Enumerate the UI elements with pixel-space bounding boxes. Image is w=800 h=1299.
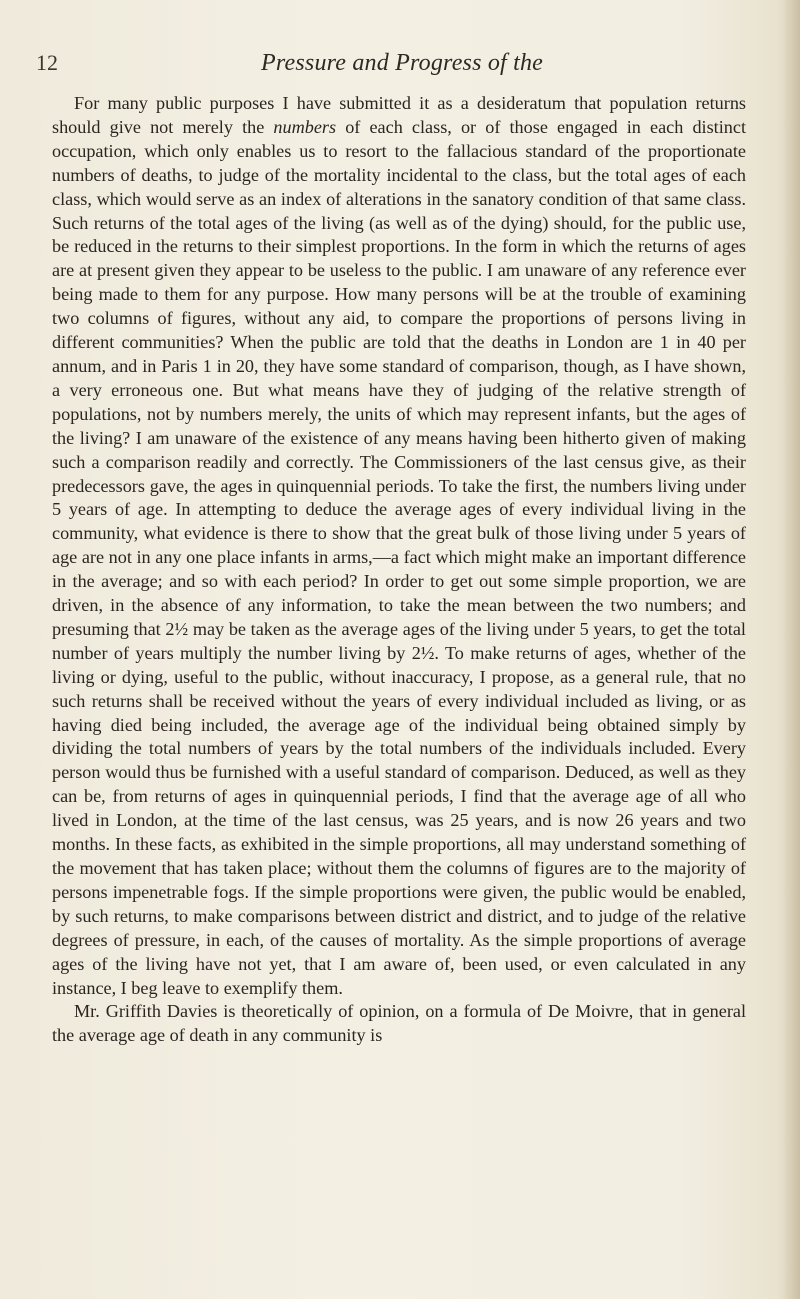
page-number: 12 bbox=[36, 50, 58, 75]
text-run: For many public purposes I have submitted it as a desideratum that population returns should give not merely the bbox=[52, 93, 746, 137]
running-head bbox=[36, 50, 760, 80]
text-run: of each class, or of those engaged in each distinct occupation, which only enables us to resort to the fallacious standard of the proportionate numbers of deaths, to judge of the mortality incidental to the class, but the total ages of each class, which would serve as an index of alterations in the sanatory condition of that same class. Such returns of the total ages of the living (as well as of the dying) should, for the public use, be reduced in the returns to their simplest proportions. In the form in which the returns of ages are at present given they appear to be useless to the public. I am unaware of any reference ever being made to them for any purpose. How many persons will be at the trouble of examining two columns of figures, without any aid, to compare the proportions of persons living in different communities? When the public are told that the deaths in London are 1 in 40 per annum, and in Paris 1 in 20, they have some standard of comparison, though, as I have shown, a very erroneous one. But what means have they of judging of the relative strength of populations, not by numbers merely, the units of which may represent infants, but the ages of the living? I am unaware of the existence of any means having been hitherto given of making such a comparison readily and correctly. The Commissioners of the last census give, as their predecessors gave, the ages in quinquennial periods. To take the first, the numbers living under 5 years of age. In attempting to deduce the average ages of every individual living in the community, what evidence is there to show that the great bulk of those living under 5 years of age are not in any one place infants in arms,—a fact which might make an important difference in the average; and so with each period? In order to get out some simple proportion, we are driven, in the absence of any information, to take the mean between the two numbers; and presuming that 2½ may be taken as the average ages of the living under 5 years, to get the total number of years multiply the number living by 2½. To make returns of ages, whether of the living or dying, useful to the public, without inaccuracy, I propose, as a general rule, that no such returns shall be received without the years of every individual included as living, or as having died being included, the average age of the individual being obtained simply by dividing the total numbers of years by the total numbers of the individuals included. Every person would thus be furnished with a useful standard of comparison. Deduced, as well as they can be, from returns of ages in quinquennial periods, I find that the average age of all who lived in London, at the time of the last census, was 25 years, and is now 26 years and two months. In these facts, as exhibited in the simple proportions, all may understand something of the movement that has taken place; without them the columns of figures are to the majority of persons impenetrable fogs. If the simple proportions were given, the public would be enabled, by such returns, to make comparisons between district and district, and to judge of the relative degrees of pressure, in each, of the causes of mortality. As the simple proportions of average ages of the living have not yet, that I am aware of, been used, or even calculated in any instance, I beg leave to exemplify them. bbox=[52, 116, 747, 998]
text-run: Mr. Griffith Davies is theoretically of opinion, on a formula of De Moivre, that in general the average age of death in any community is bbox=[52, 1001, 746, 1046]
paragraph-1 bbox=[52, 92, 746, 1000]
page-edge-shadow bbox=[782, 0, 800, 1299]
body-text bbox=[52, 92, 746, 1048]
text-run-italic: numbers bbox=[273, 116, 337, 137]
paragraph-2 bbox=[52, 1000, 746, 1048]
running-title: Pressure and Progress of the bbox=[261, 50, 544, 76]
